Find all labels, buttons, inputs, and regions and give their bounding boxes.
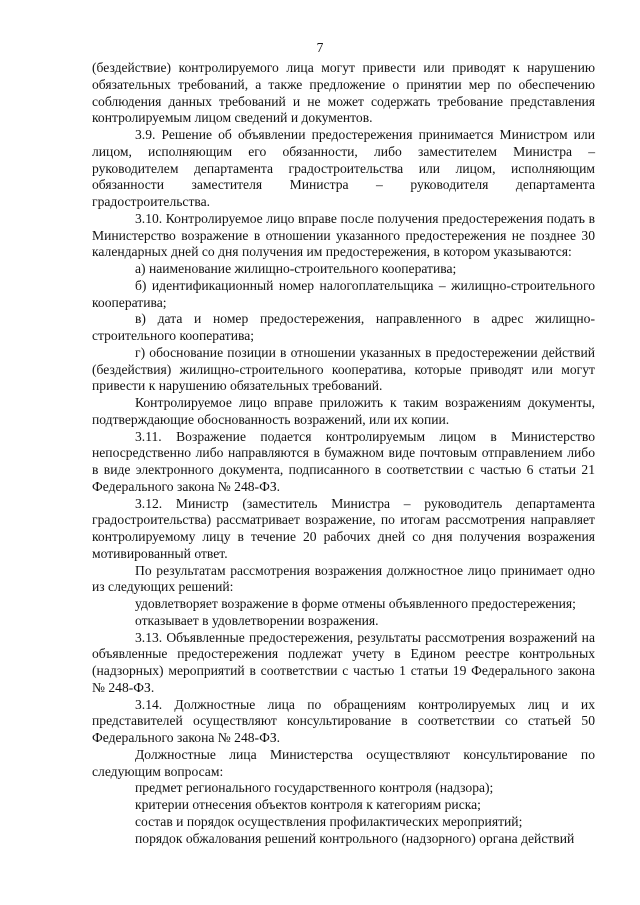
page-number: 7: [316, 40, 324, 55]
consultation-topic: предмет регионального государственного контроля (надзора);: [135, 780, 494, 796]
list-item-b: б) идентификационный номер налогоплательщика – жилищно-строительного кооператива;: [92, 277, 595, 310]
list-item-v: в) дата и номер предостережения, направленного в адрес жилищно-строительного кооператива;: [92, 311, 595, 343]
paragraph-3-10: 3.10. Контролируемое лицо вправе после получения предостережения подать в Министерство возражение в отношении указанного предостережения не позднее 30 календарных дней со дня получения им предостережения, в котором указываются:: [92, 210, 595, 260]
paragraph-3-14: 3.14. Должностные лица по обращениям контролируемых лиц и их представителей осуществляют консультирование в соответствии со статьей 50 Федерального закона № 248-ФЗ.: [92, 696, 595, 745]
consultation-topic: состав и порядок осуществления профилактических мероприятий;: [135, 813, 523, 829]
paragraph: Контролируемое лицо вправе приложить к таким возражениям документы, подтверждающие обоснованность возражений, или их копии.: [92, 395, 595, 427]
decision-item: удовлетворяет возражение в форме отмены объявленного предостережения;: [135, 596, 576, 611]
paragraph: По результатам рассмотрения возражения должностное лицо принимает одно из следующих решений:: [92, 562, 595, 595]
paragraph: Должностные лица Министерства осуществляют консультирование по следующим вопросам:: [92, 746, 595, 779]
consultation-topic: порядок обжалования решений контрольного (надзорного) органа действий: [135, 830, 575, 846]
list-item-g: г) обоснование позиции в отношении указанных в предостережении действий (бездействия) жилищно-строительного кооператива, которые приводят или могут привести к нарушению обязательных требований.: [92, 344, 595, 394]
list-item-a: а) наименование жилищно-строительного кооператива;: [135, 261, 457, 276]
paragraph-3-9: 3.9. Решение об объявлении предостережения принимается Министром или лицом, исполняющим его обязанности, либо заместителем Министра – руководителем департамента градостроительства или лицом, исполняющим обязанности заместителя Министра – руководителя департамента градостроительства.: [92, 127, 595, 209]
document-body: [92, 60, 595, 847]
paragraph-3-12: 3.12. Министр (заместитель Министра – руководитель департамента градостроительства) рассматривает возражение, по итогам рассмотрения направляет контролируемому лицу в течение 20 рабочих дней со дня получения возражения мотивированный ответ.: [92, 495, 595, 561]
paragraph: (бездействие) контролируемого лица могут привести или приводят к нарушению обязательных требований, а также предложение о принятии мер по обеспечению соблюдения данных требований и не может содержать требование представления контролируемым лицом сведений и документов.: [92, 60, 595, 126]
decision-item: отказывает в удовлетворении возражения.: [135, 612, 379, 628]
consultation-topic: критерии отнесения объектов контроля к категориям риска;: [135, 797, 481, 812]
paragraph-3-13: 3.13. Объявленные предостережения, результаты рассмотрения возражений на объявленные предостережения подлежат учету в Едином реестре контрольных (надзорных) мероприятий в соответствии с частью 1 статьи 19 Федерального закона № 248-ФЗ.: [92, 629, 595, 695]
paragraph-3-11: 3.11. Возражение подается контролируемым лицом в Министерство непосредственно либо направляются в бумажном виде почтовым отправлением либо в виде электронного документа, подписанного в соответствии с частью 6 статьи 21 Федерального закона № 248-ФЗ.: [92, 428, 595, 494]
